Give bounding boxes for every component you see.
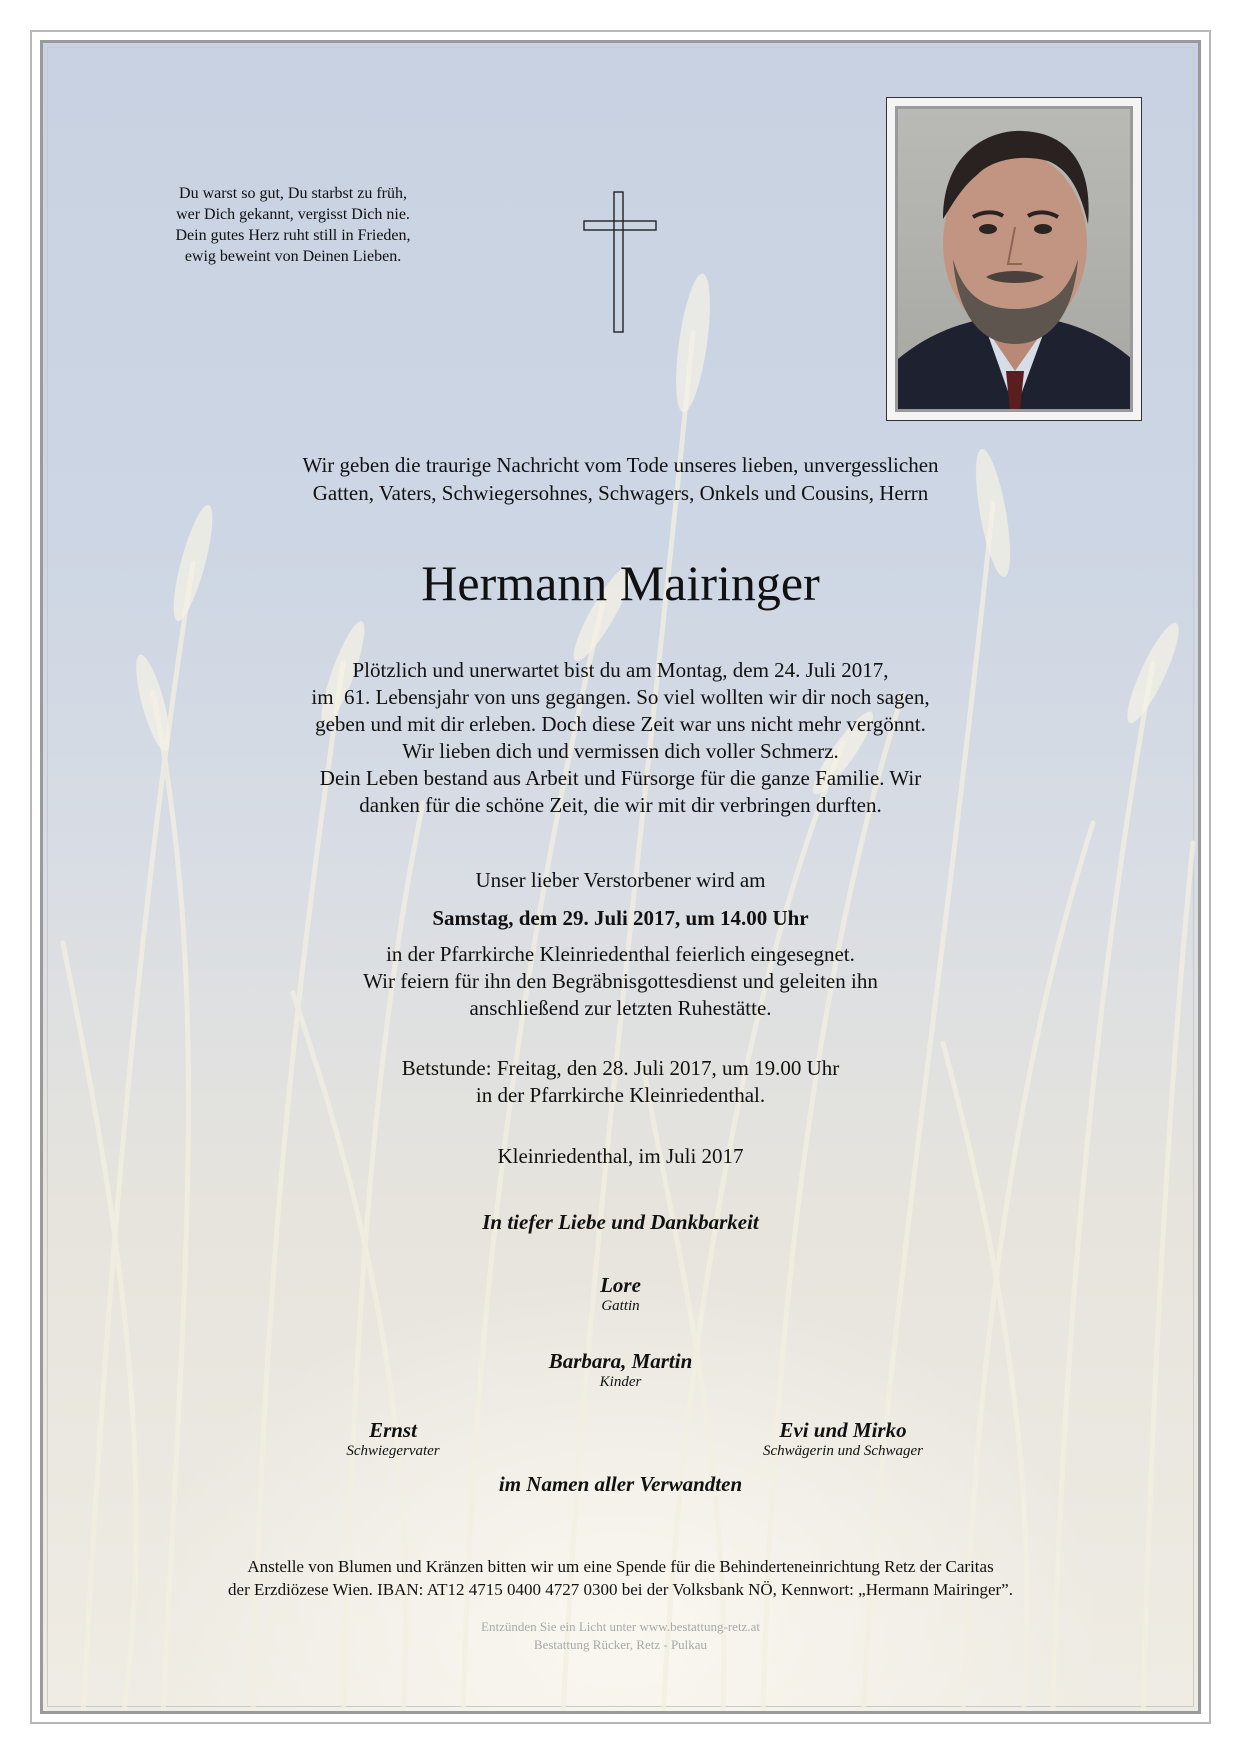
mourner-ernst (243, 1418, 543, 1461)
prayer-hour (43, 1055, 1198, 1109)
mourner-name: Evi und Mirko (779, 1418, 907, 1442)
funeral-date: Samstag, dem 29. Juli 2017, um 14.00 Uhr (432, 906, 809, 930)
memorial-poem (133, 183, 453, 267)
portrait-photo-frame (886, 97, 1142, 421)
prayer-line: in der Pfarrkirche Kleinriedenthal. (475, 1083, 766, 1107)
mourner-lore (43, 1273, 1198, 1316)
intro-line: Wir geben die traurige Nachricht vom Tode unseres lieben, unvergesslichen (302, 453, 939, 477)
mourner-children (43, 1349, 1198, 1392)
place-and-date: Kleinriedenthal, im Juli 2017 (497, 1144, 744, 1168)
poem-line: Du warst so gut, Du starbst zu früh, (179, 185, 407, 202)
mourner-evi-mirko (673, 1418, 1013, 1461)
donation-line: Anstelle von Blumen und Kränzen bitten wir um eine Spende für die Behinderteneinrichtung Retz der Caritas (247, 1557, 994, 1576)
portrait-photo (895, 106, 1133, 412)
prayer-line: Betstunde: Freitag, den 28. Juli 2017, um 19.00 Uhr (401, 1056, 840, 1080)
donation-line: der Erzdiözese Wien. IBAN: AT12 4715 0400 4727 0300 bei der Volksbank NÖ, Kennwort: „Hermann Mairinger”. (228, 1580, 1013, 1599)
intro-line: Gatten, Vaters, Schwiegersohnes, Schwagers, Onkels und Cousins, Herrn (312, 481, 929, 505)
obituary-body (43, 657, 1198, 819)
obituary-card (40, 40, 1201, 1714)
poem-line: wer Dich gekannt, vergisst Dich nie. (176, 206, 410, 223)
funeral-line: in der Pfarrkirche Kleinriedenthal feierlich eingesegnet. (386, 942, 855, 966)
closing-phrase: In tiefer Liebe und Dankbarkeit (482, 1210, 759, 1234)
footer-company: Bestattung Rücker, Retz - Pulkau (533, 1637, 708, 1652)
on-behalf-of-relatives: im Namen aller Verwandten (498, 1472, 743, 1496)
body-line: Dein Leben bestand aus Arbeit und Fürsorge für die ganze Familie. Wir (319, 766, 922, 790)
mourner-role: Schwiegervater (346, 1443, 440, 1459)
body-line: geben und mit dir erleben. Doch diese Zeit war uns nicht mehr vergönnt. (315, 712, 926, 736)
intro-text (43, 451, 1198, 507)
mourner-role: Kinder (599, 1374, 642, 1390)
footer (43, 1618, 1198, 1654)
funeral-line: anschließend zur letzten Ruhestätte. (469, 996, 772, 1020)
donation-request (43, 1555, 1198, 1601)
funeral-line: Wir feiern für ihn den Begräbnisgottesdienst und geleiten ihn (363, 969, 878, 993)
poem-line: Dein gutes Herz ruht still in Frieden, (175, 227, 411, 244)
mourner-role: Gattin (601, 1298, 640, 1314)
funeral-intro: Unser lieber Verstorbener wird am (475, 868, 766, 892)
deceased-name: Hermann Mairinger (421, 555, 820, 611)
mourner-role: Schwägerin und Schwager (763, 1443, 923, 1459)
poem-line: ewig beweint von Deinen Lieben. (184, 248, 402, 265)
mourner-name: Ernst (369, 1418, 417, 1442)
mourner-name: Lore (600, 1273, 641, 1297)
mourner-name: Barbara, Martin (548, 1349, 693, 1373)
footer-link-text[interactable]: Entzünden Sie ein Licht unter www.bestattung-retz.at (481, 1619, 760, 1634)
body-line: Wir lieben dich und vermissen dich voller Schmerz. (402, 739, 839, 763)
funeral-details (43, 941, 1198, 1022)
body-line: danken für die schöne Zeit, die wir mit dir verbringen durften. (359, 793, 882, 817)
body-line: im 61. Lebensjahr von uns gegangen. So viel wollten wir dir noch sagen, (311, 685, 930, 709)
cross-icon (583, 191, 659, 340)
body-line: Plötzlich und unerwartet bist du am Montag, dem 24. Juli 2017, (352, 658, 889, 682)
